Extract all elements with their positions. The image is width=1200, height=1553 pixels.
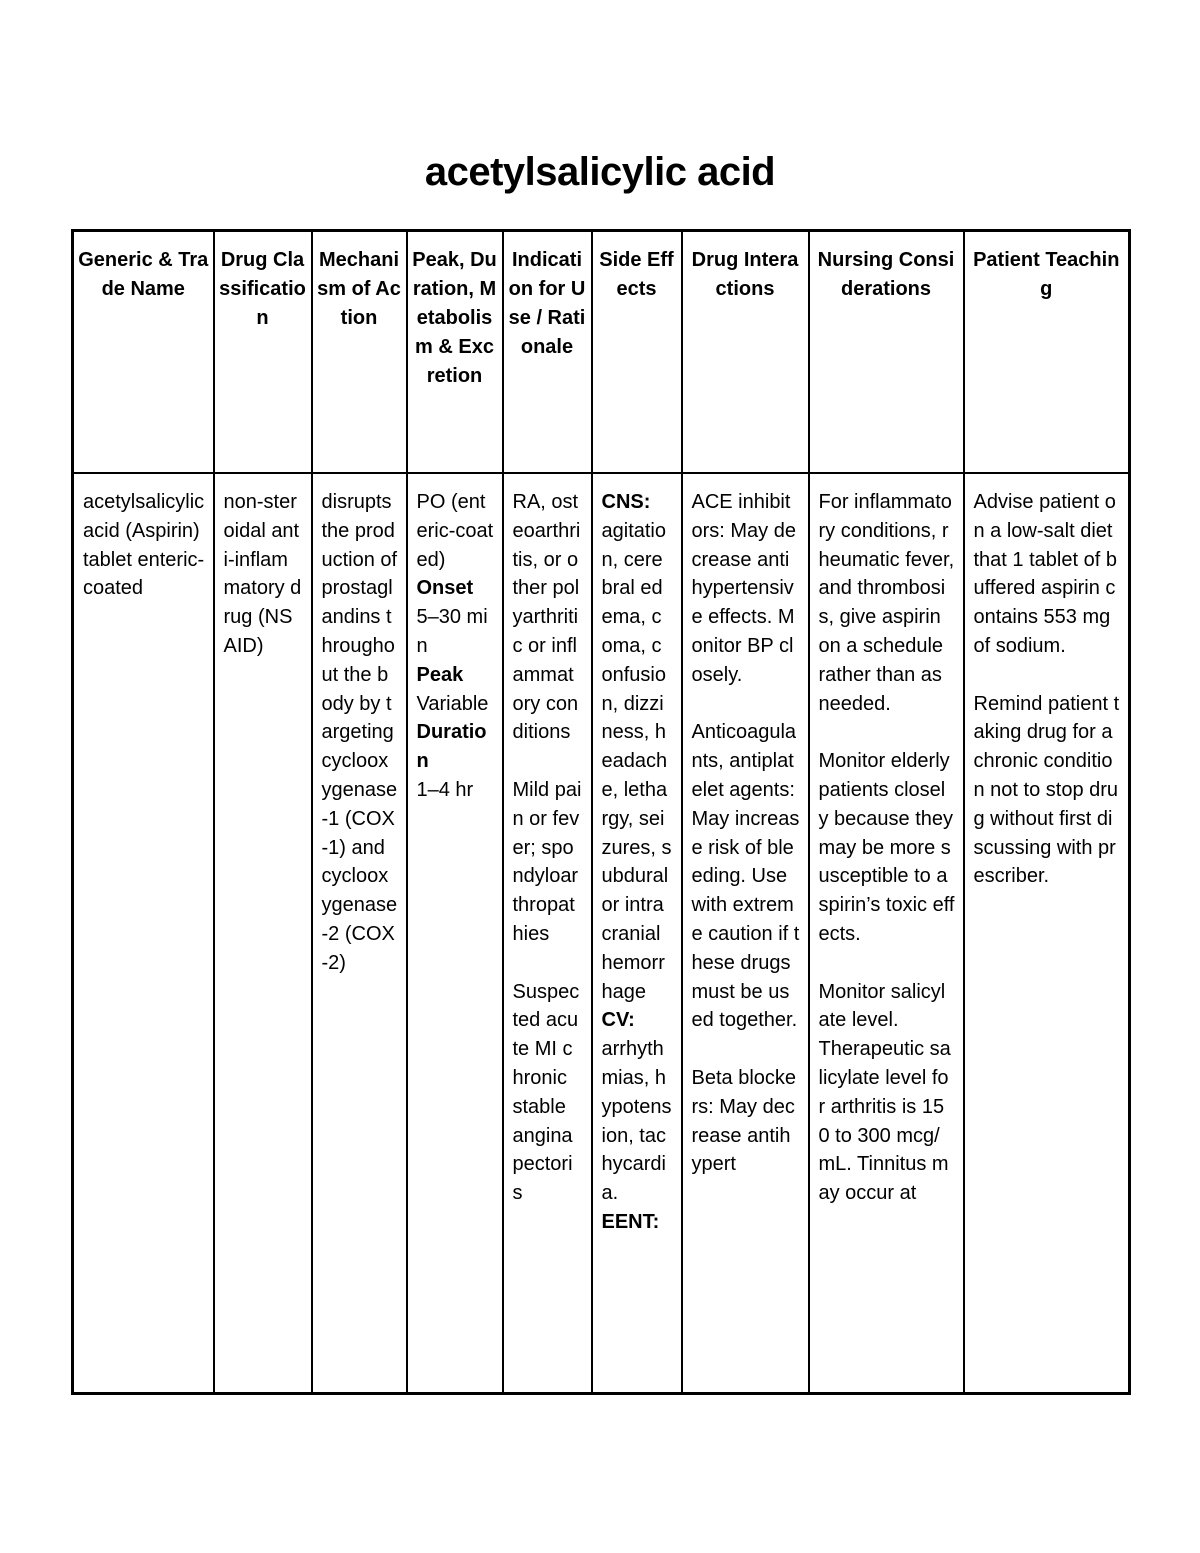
cns-label: CNS: [601, 491, 651, 513]
eent-label: EENT: [601, 1210, 660, 1233]
header-peak-duration: Peak, Duration, Metabolism & Excretion [407, 231, 503, 474]
cell-side-effects [592, 473, 682, 1394]
generic-text: acetylsalicylic acid (Aspirin) tablet enteric-coated [83, 491, 205, 600]
peak-label: Peak [416, 663, 464, 686]
page-title: acetylsalicylic acid [424, 150, 776, 194]
onset-label: Onset [416, 577, 474, 600]
cell-indication [503, 473, 592, 1394]
nursing-text: Monitor elderly patients closely because they may be more susceptible to aspirin’s toxic effects. [818, 750, 955, 945]
cell-nursing-considerations [809, 473, 964, 1394]
cell-mechanism-of-action [312, 473, 407, 1394]
onset-value: 5–30 min [416, 606, 488, 657]
duration-value: 1–4 hr [416, 778, 474, 801]
header-drug-classification: Drug Classification [214, 231, 312, 474]
nursing-text: Monitor salicylate level. [818, 980, 946, 1032]
cv-text: arrhythmias, hypotension, tachycardia. [601, 1038, 672, 1205]
drug-card-table [71, 229, 1131, 1395]
cell-drug-classification [214, 473, 312, 1394]
nursing-text: Therapeutic salicylate level for arthritis is 150 to 300 mcg/mL. Tinnitus may occur at [818, 1038, 951, 1205]
cell-peak-duration [407, 473, 503, 1394]
peak-value: Variable [416, 692, 489, 715]
teaching-text: Remind patient taking drug for a chronic condition not to stop drug without first discussing with prescriber. [973, 692, 1120, 888]
cell-generic-trade-name [73, 473, 214, 1394]
duration-label: Duration [416, 721, 487, 773]
classification-text: non-steroidal anti-inflammatory drug (NSAID) [223, 491, 302, 657]
indication-text: RA, osteoarthritis, or other polyarthritic or inflammatory conditions [512, 491, 581, 744]
interaction-text: Anticoagulants, antiplatelet agents: May increase risk of bleeding. Use with extreme caution if these drugs must be used together. [691, 721, 800, 1032]
nursing-text: For inflammatory conditions, rheumatic fever, and thrombosis, give aspirin on a schedule rather than as needed. [818, 491, 955, 715]
header-indication: Indication for Use / Rationale [503, 231, 592, 474]
header-drug-interactions: Drug Interactions [682, 231, 809, 474]
cns-text: agitation, cerebral edema, coma, confusion, dizziness, headache, lethargy, seizures, subdural or intracranial hemorrhage [601, 519, 672, 1003]
cv-label: CV: [601, 1009, 635, 1032]
header-row [73, 231, 1130, 474]
header-mechanism-of-action: Mechanism of Action [312, 231, 407, 474]
route-text: PO (enteric-coated) [416, 491, 494, 571]
header-generic-trade-name: Generic & Trade Name [73, 231, 214, 474]
mechanism-text: disrupts the production of prostaglandins throughout the body by targeting cyclooxygenase-1 (COX-1) and cyclooxygenase-2 (COX-2) [321, 491, 398, 974]
teaching-text: Advise patient on a low-salt diet that 1 tablet of buffered aspirin contains 553 mg of sodium. [973, 491, 1117, 657]
cell-drug-interactions [682, 473, 809, 1394]
interaction-text: ACE inhibitors: May decrease antihypertensive effects. Monitor BP closely. [691, 491, 796, 686]
header-patient-teaching: Patient Teaching [964, 231, 1130, 474]
table-row [73, 473, 1130, 1394]
header-nursing-considerations: Nursing Considerations [809, 231, 964, 474]
indication-text: Suspected acute MI chronic stable angina pectoris [512, 980, 580, 1205]
indication-text: Mild pain or fever; spondyloarthropathies [512, 778, 582, 945]
interaction-text: Beta blockers: May decrease antihypert [691, 1066, 797, 1176]
cell-patient-teaching [964, 473, 1130, 1394]
header-side-effects: Side Effects [592, 231, 682, 474]
